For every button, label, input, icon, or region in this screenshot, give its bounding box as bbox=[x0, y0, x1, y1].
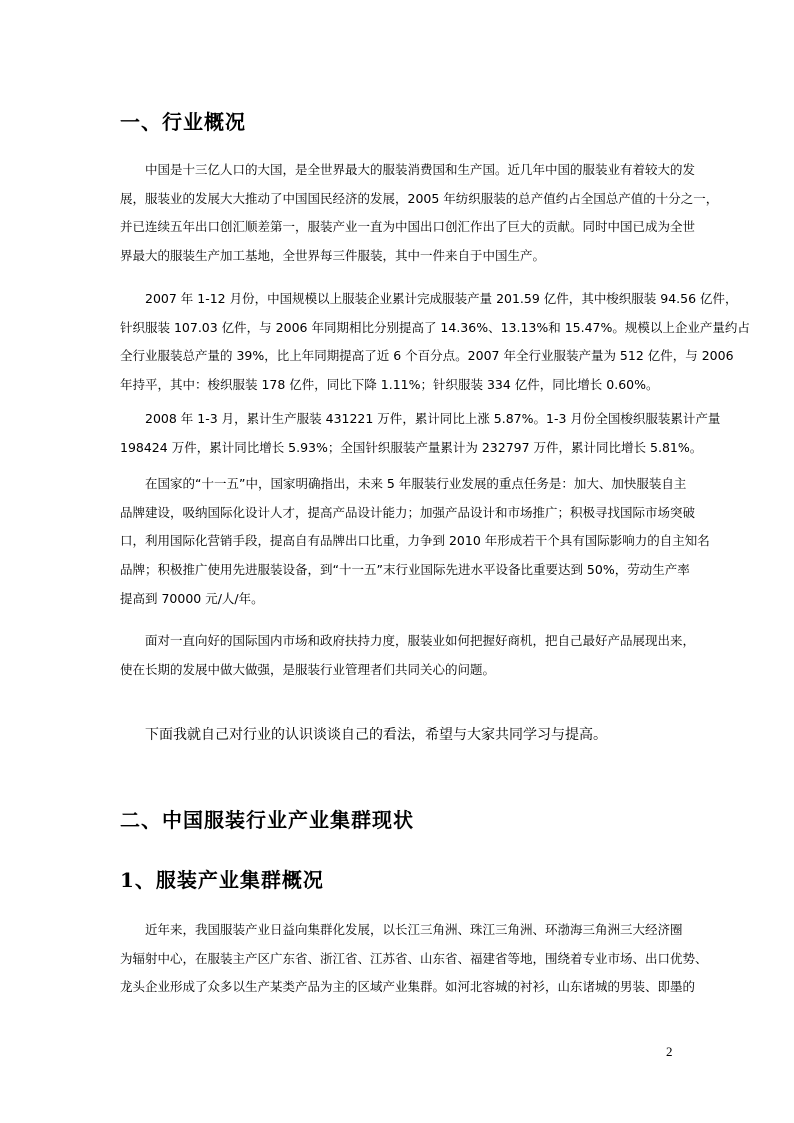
paragraph-4 bbox=[120, 470, 710, 613]
text-line: 近年来，我国服装产业日益向集群化发展，以长江三角洲、珠江三角洲、环渤海三角洲三大经济圈 bbox=[145, 922, 683, 937]
text-line: 品牌建设，吸纳国际化设计人才，提高产品设计能力；加强产品设计和市场推广；积极寻找国际市场突破 bbox=[120, 504, 696, 520]
text-line: 并已连续五年出口创汇顺差第一，服装产业一直为中国出口创汇作出了巨大的贡献。同时中国已成为全世 bbox=[120, 219, 696, 235]
text-line: 提高到 70000 元/人/年。 bbox=[120, 590, 264, 606]
text-line: 2008 年 1-3 月，累计生产服装 431221 万件，累计同比上涨 5.87%。1-3 月份全国梭织服装累计产量 bbox=[145, 411, 721, 426]
text-line: 龙头企业形成了众多以生产某类产品为主的区域产业集群。如河北容城的衬衫，山东诸城的男装、即墨的 bbox=[120, 979, 696, 995]
paragraph-5 bbox=[120, 627, 696, 684]
text-line: 中国是十三亿人口的大国，是全世界最大的服装消费国和生产国。近几年中国的服装业有着较大的发 bbox=[145, 162, 696, 177]
section-1-heading: 一、行业概况 bbox=[120, 110, 246, 134]
text-line: 全行业服装总产量的 39%，比上年同期提高了近 6 个百分点。2007 年全行业服装产量为 512 亿件，与 2006 bbox=[120, 348, 734, 364]
paragraph-6 bbox=[120, 720, 680, 750]
text-line: 在国家的“十一五”中，国家明确指出，未来 5 年服装行业发展的重点任务是：加大、加快服装自主 bbox=[145, 476, 687, 491]
text-line: 为辐射中心，在服装主产区广东省、浙江省、江苏省、山东省、福建省等地，围绕着专业市场、出口优势、 bbox=[120, 950, 708, 966]
subsection-1-heading: 1、服装产业集群概况 bbox=[120, 868, 324, 892]
text-line: 198424 万件，累计同比增长 5.93%；全国针织服装产量累计为 232797 万件，累计同比增长 5.81%。 bbox=[120, 439, 703, 455]
text-line: 界最大的服装生产加工基地，全世界每三件服装，其中一件来自于中国生产。 bbox=[120, 248, 546, 264]
text-line: 使在长期的发展中做大做强，是服装行业管理者们共同关心的问题。 bbox=[120, 661, 496, 677]
text-line: 口，利用国际化营销手段，提高自有品牌出口比重，力争到 2010 年形成若干个具有国际影响力的自主知名 bbox=[120, 533, 710, 549]
section-2-heading: 二、中国服装行业产业集群现状 bbox=[120, 808, 414, 832]
page-number: 2 bbox=[666, 1044, 673, 1059]
paragraph-7 bbox=[120, 916, 708, 1002]
paragraph-2 bbox=[120, 285, 750, 400]
text-line: 面对一直向好的国际国内市场和政府扶持力度，服装业如何把握好商机，把自己最好产品展现出来， bbox=[145, 633, 696, 648]
text-line: 展，服装业的发展大大推动了中国国民经济的发展，2005 年纺织服装的总产值约占全国总产值的十分之一， bbox=[120, 190, 719, 206]
paragraph-1 bbox=[120, 156, 719, 271]
text-line: 下面我就自己对行业的认识谈谈自己的看法，希望与大家共同学习与提高。 bbox=[145, 727, 607, 743]
paragraph-3 bbox=[120, 405, 721, 462]
text-line: 针织服装 107.03 亿件，与 2006 年同期相比分别提高了 14.36%、13.13%和 15.47%。规模以上企业产量约占 bbox=[120, 319, 750, 335]
text-line: 品牌；积极推广使用先进服装设备，到“十一五”末行业国际先进水平设备比重要达到 50%，劳动生产率 bbox=[120, 562, 690, 578]
text-line: 年持平，其中：梭织服装 178 亿件，同比下降 1.11%；针织服装 334 亿件，同比增长 0.60%。 bbox=[120, 377, 659, 393]
text-line: 2007 年 1-12 月份，中国规模以上服装企业累计完成服装产量 201.59 亿件，其中梭织服装 94.56 亿件， bbox=[145, 291, 738, 306]
